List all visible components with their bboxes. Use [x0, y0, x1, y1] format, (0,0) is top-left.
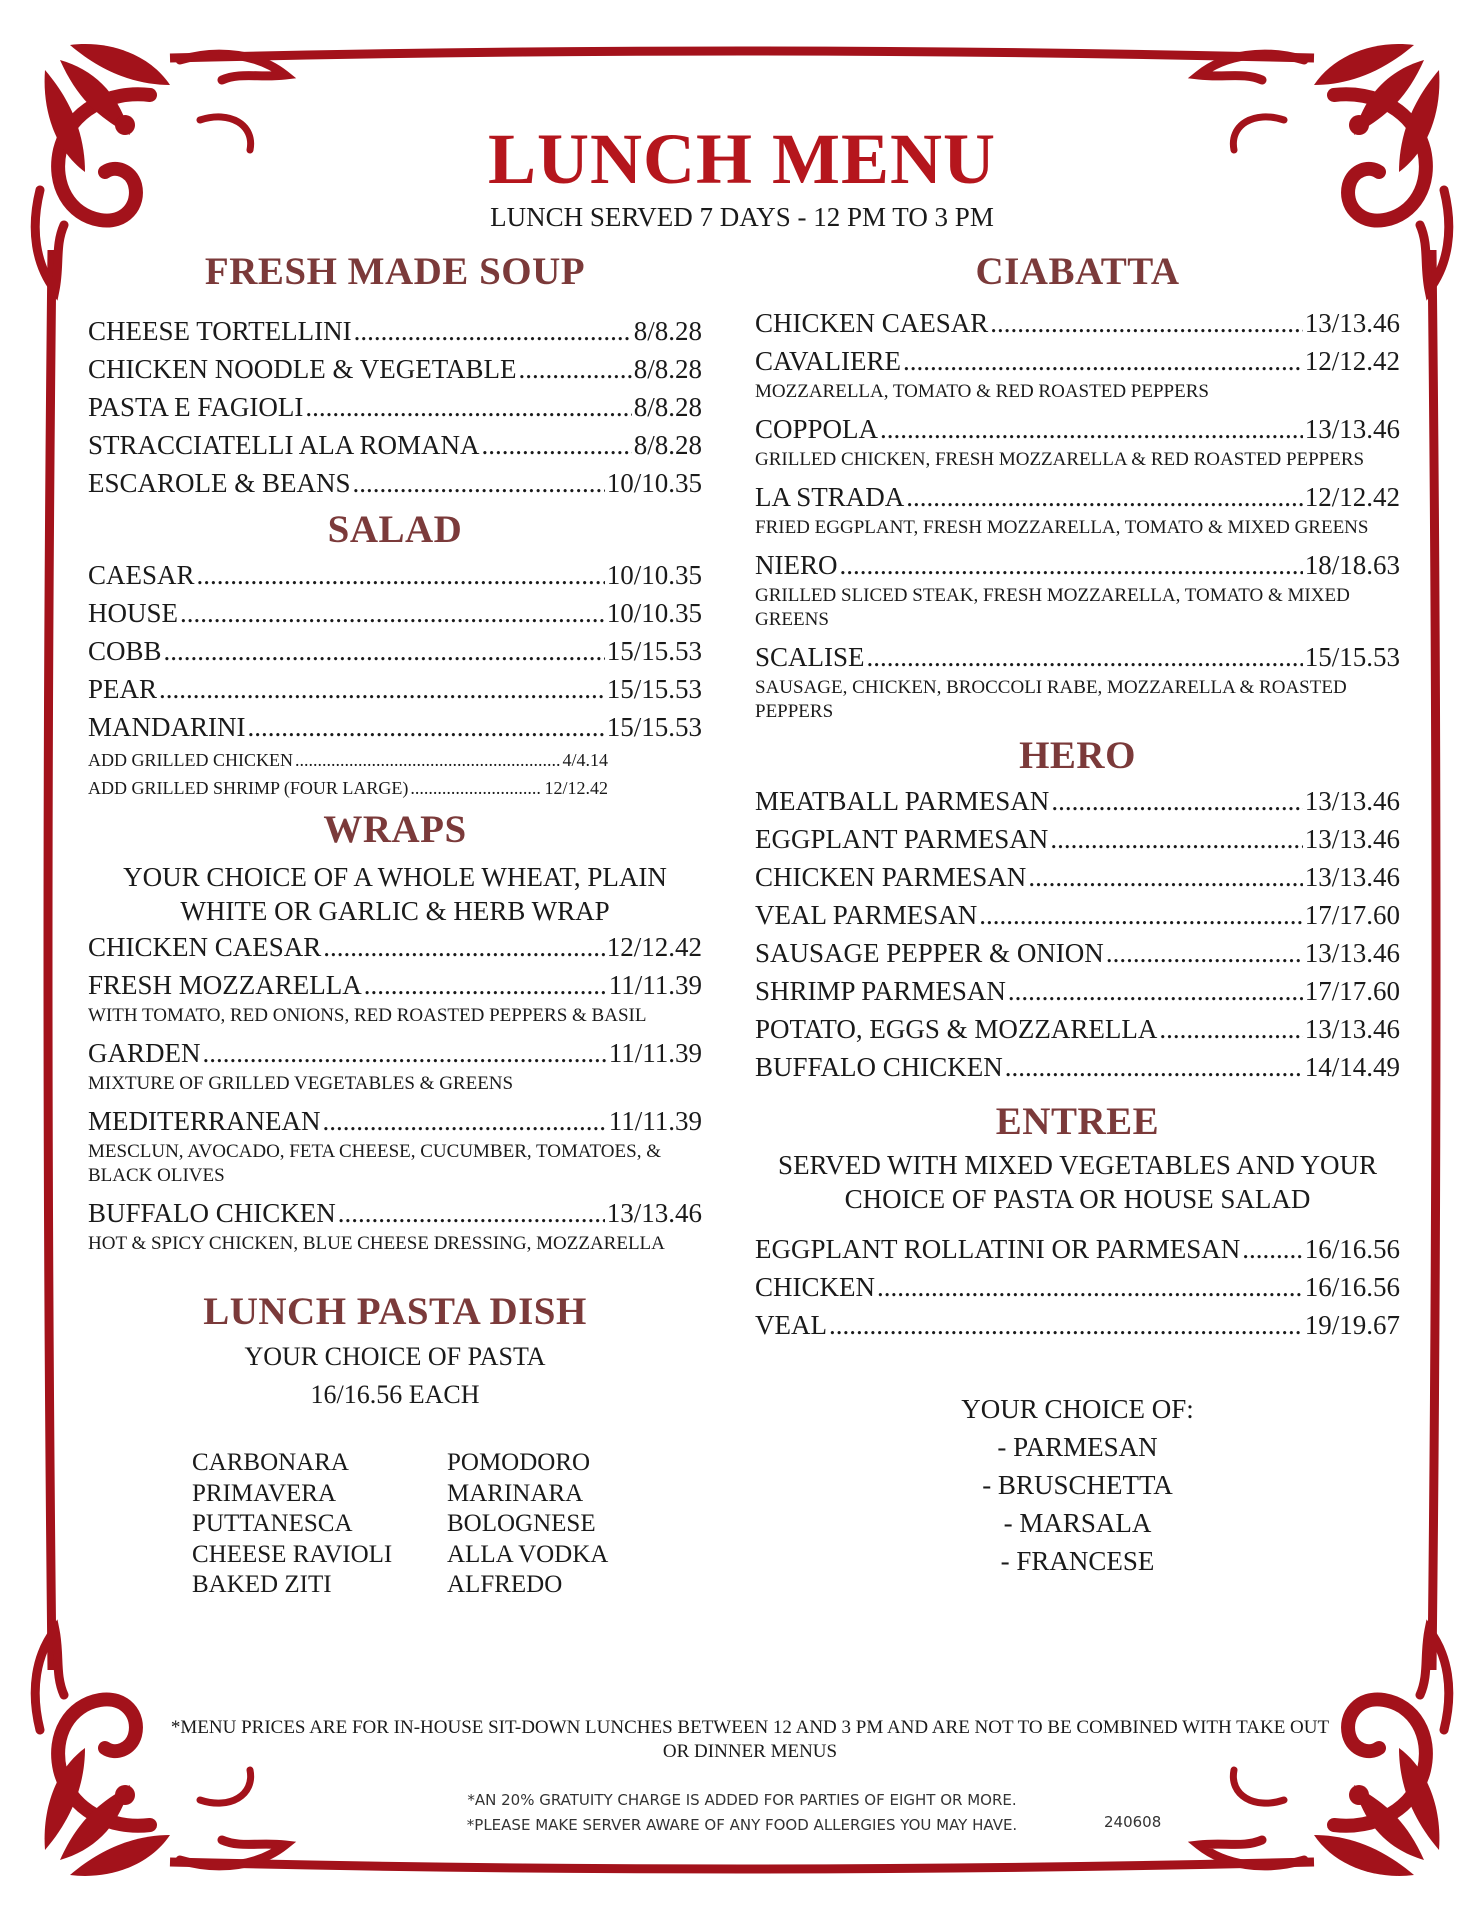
menu-item-price: 11/11.39: [608, 970, 702, 1000]
dot-leader: [1106, 934, 1303, 972]
menu-item-description: GRILLED SLICED STEAK, FRESH MOZZARELLA, TOMATO & MIXED GREENS: [755, 585, 1350, 630]
menu-item-description: GRILLED CHICKEN, FRESH MOZZARELLA & RED ROASTED PEPPERS: [755, 449, 1365, 470]
dot-leader: [979, 896, 1302, 934]
menu-item: [88, 594, 702, 632]
pasta-list: [192, 1448, 702, 1601]
menu-item: [755, 972, 1400, 1010]
pasta-note-choice: YOUR CHOICE OF PASTA: [244, 1342, 546, 1371]
menu-item: [88, 464, 702, 502]
menu-item: [88, 708, 702, 746]
menu-item-price: 13/13.46: [606, 1198, 702, 1228]
menu-item-price: 10/10.35: [606, 560, 702, 590]
dot-leader: [164, 632, 605, 670]
dot-leader: [877, 1268, 1303, 1306]
menu-item-price: 14/14.49: [1304, 1052, 1400, 1082]
menu-item-name: CAESAR: [88, 560, 195, 590]
soup-items: [88, 312, 702, 502]
menu-item: [755, 304, 1400, 342]
menu-item-price: 13/13.46: [1304, 938, 1400, 968]
menu-item-name: CHICKEN PARMESAN: [755, 862, 1027, 892]
pasta-option: PRIMAVERA: [192, 1479, 337, 1507]
menu-item-description: MOZZARELLA, TOMATO & RED ROASTED PEPPERS: [755, 381, 1209, 402]
pasta-option: CARBONARA: [192, 1449, 349, 1476]
salad-addon: [88, 746, 608, 774]
pasta-option: CHEESE RAVIOLI: [192, 1540, 393, 1568]
menu-item-price: 11/11.39: [608, 1038, 702, 1068]
dot-leader: [295, 746, 561, 774]
menu-item-name: POTATO, EGGS & MOZZARELLA: [755, 1014, 1158, 1044]
menu-item-price: 15/15.53: [1304, 642, 1400, 672]
menu-item: [755, 1010, 1400, 1048]
menu-item: [88, 1194, 702, 1232]
menu-item-description: HOT & SPICY CHICKEN, BLUE CHEESE DRESSING, MOZZARELLA: [88, 1233, 665, 1254]
menu-item-price: 13/13.46: [1304, 862, 1400, 892]
entree-choices-title: YOUR CHOICE OF:: [961, 1394, 1194, 1424]
menu-item-description: WITH TOMATO, RED ONIONS, RED ROASTED PEPPERS & BASIL: [88, 1005, 647, 1026]
menu-item-price: 15/15.53: [606, 636, 702, 666]
menu-item: [88, 632, 702, 670]
wraps-items: [88, 928, 702, 1256]
menu-item-price: 15/15.53: [606, 674, 702, 704]
dot-leader: [1050, 820, 1302, 858]
menu-item-price: 13/13.46: [1304, 824, 1400, 854]
menu-item: [88, 670, 702, 708]
menu-item: [755, 896, 1400, 934]
menu-item-price: 4/4.14: [562, 750, 608, 770]
pasta-option: MARINARA: [447, 1479, 584, 1507]
menu-item: [755, 820, 1400, 858]
dot-leader: [203, 1034, 607, 1072]
dot-leader: [867, 638, 1303, 676]
ciabatta-items: [755, 304, 1400, 724]
dot-leader: [1242, 1230, 1302, 1268]
menu-item: [755, 1048, 1400, 1086]
menu-item: [755, 1306, 1400, 1344]
menu-item-price: 13/13.46: [1304, 308, 1400, 338]
entree-choice-list: [755, 1428, 1400, 1580]
dot-leader: [322, 1102, 606, 1140]
menu-item-name: HOUSE: [88, 598, 179, 628]
menu-item: [755, 1268, 1400, 1306]
dot-leader: [482, 426, 632, 464]
menu-item-name: SAUSAGE PEPPER & ONION: [755, 938, 1104, 968]
menu-item-name: CHICKEN: [755, 1272, 875, 1302]
menu-item-name: SCALISE: [755, 642, 865, 672]
menu-item-price: 12/12.42: [606, 932, 702, 962]
menu-item-price: 10/10.35: [606, 468, 702, 498]
dot-leader: [1005, 1048, 1303, 1086]
salad-addons: [88, 746, 608, 802]
menu-item-name: NIERO: [755, 550, 838, 580]
dot-leader: [410, 774, 542, 802]
menu-item-name: BUFFALO CHICKEN: [88, 1198, 336, 1228]
menu-item-name: EGGPLANT PARMESAN: [755, 824, 1049, 854]
menu-item-price: 13/13.46: [1304, 414, 1400, 444]
left-column: [88, 246, 702, 1601]
menu-item-price: 19/19.67: [1304, 1310, 1400, 1340]
section-title-pasta: LUNCH PASTA DISH: [203, 1290, 587, 1333]
menu-item: [755, 478, 1400, 516]
footer-gratuity: *AN 20% GRATUITY CHARGE IS ADDED FOR PARTIES OF EIGHT OR MORE.: [467, 1791, 1017, 1809]
entree-choice: - FRANCESE: [1000, 1546, 1155, 1576]
dot-leader: [338, 1194, 605, 1232]
pasta-option: BOLOGNESE: [447, 1510, 596, 1537]
menu-item-description: SAUSAGE, CHICKEN, BROCCOLI RABE, MOZZARELLA & ROASTED PEPPERS: [755, 677, 1347, 722]
menu-item-name: PEAR: [88, 674, 158, 704]
menu-item-price: 12/12.42: [544, 778, 608, 798]
pasta-option: PUTTANESCA: [192, 1510, 353, 1537]
menu-item-price: 12/12.42: [1304, 346, 1400, 376]
dot-leader: [829, 1306, 1303, 1344]
menu-item-price: 10/10.35: [606, 598, 702, 628]
menu-item-price: 16/16.56: [1304, 1272, 1400, 1302]
dot-leader: [248, 708, 605, 746]
menu-item-name: GARDEN: [88, 1038, 201, 1068]
menu-item: [88, 426, 702, 464]
entree-section: [755, 1096, 1400, 1580]
menu-item-price: 13/13.46: [1304, 1014, 1400, 1044]
menu-item: [88, 928, 702, 966]
section-title-entree: ENTREE: [995, 1100, 1160, 1143]
dot-leader: [880, 410, 1303, 448]
footer-disclaimer: *MENU PRICES ARE FOR IN-HOUSE SIT-DOWN LUNCHES BETWEEN 12 AND 3 PM AND ARE NOT TO BE COMBINED WITH TAKE OUT OR DINNER MENUS: [170, 1717, 1330, 1762]
menu-item-name: CHEESE TORTELLINI: [88, 316, 352, 346]
menu-item-name: SHRIMP PARMESAN: [755, 976, 1006, 1006]
menu-item-name: STRACCIATELLI ALA ROMANA: [88, 430, 480, 460]
entree-choice: - BRUSCHETTA: [982, 1470, 1173, 1500]
entree-choices: [755, 1390, 1400, 1580]
footer-notices: [0, 1788, 1484, 1838]
page-title: LUNCH MENU: [488, 119, 996, 199]
menu-item-name: ESCAROLE & BEANS: [88, 468, 351, 498]
section-title-ciabatta: CIABATTA: [975, 250, 1180, 293]
dot-leader: [840, 546, 1303, 584]
menu-item-price: 13/13.46: [1304, 786, 1400, 816]
menu-item: [88, 388, 702, 426]
menu-item: [755, 858, 1400, 896]
page-subtitle: LUNCH SERVED 7 DAYS - 12 PM TO 3 PM: [490, 202, 994, 232]
footer-allergy: *PLEASE MAKE SERVER AWARE OF ANY FOOD ALLERGIES YOU MAY HAVE.: [466, 1816, 1018, 1834]
hero-section: [755, 730, 1400, 1086]
menu-item: [755, 638, 1400, 676]
menu-item: [88, 1102, 702, 1140]
salad-addon: [88, 774, 608, 802]
menu-item: [755, 934, 1400, 972]
pasta-option: BAKED ZITI: [192, 1571, 332, 1598]
dot-leader: [159, 670, 605, 708]
menu-item-name: EGGPLANT ROLLATINI OR PARMESAN: [755, 1234, 1241, 1264]
section-title-wraps: WRAPS: [323, 808, 467, 851]
menu-item-name: VEAL PARMESAN: [755, 900, 978, 930]
menu-item-name: MANDARINI: [88, 712, 246, 742]
dot-leader: [364, 966, 607, 1004]
menu-item-name: FRESH MOZZARELLA: [88, 970, 362, 1000]
salad-items: [88, 556, 702, 746]
menu-item: [755, 782, 1400, 820]
section-title-salad: SALAD: [327, 508, 463, 551]
section-title-soup: FRESH MADE SOUP: [204, 250, 586, 293]
wraps-note: YOUR CHOICE OF A WHOLE WHEAT, PLAIN WHITE OR GARLIC & HERB WRAP: [123, 862, 667, 926]
entree-choice: - MARSALA: [1003, 1508, 1152, 1538]
menu-item: [88, 556, 702, 594]
menu-item-description: MIXTURE OF GRILLED VEGETABLES & GREENS: [88, 1073, 514, 1094]
menu-item-price: 17/17.60: [1304, 976, 1400, 1006]
dot-leader: [323, 928, 604, 966]
menu-item-name: MEATBALL PARMESAN: [755, 786, 1050, 816]
menu-item-price: 18/18.63: [1304, 550, 1400, 580]
dot-leader: [903, 342, 1303, 380]
wraps-section: [88, 804, 702, 1256]
menu-item: [88, 350, 702, 388]
menu-item-price: 17/17.60: [1304, 900, 1400, 930]
menu-item-price: 8/8.28: [633, 430, 702, 460]
dot-leader: [305, 388, 631, 426]
pasta-list-col-2: [447, 1448, 702, 1601]
entree-items: [755, 1230, 1400, 1344]
dot-leader: [180, 594, 605, 632]
menu-item-price: 16/16.56: [1304, 1234, 1400, 1264]
menu-item: [755, 342, 1400, 380]
dot-leader: [1051, 782, 1302, 820]
dot-leader: [519, 350, 632, 388]
dot-leader: [990, 304, 1302, 342]
menu-item-price: 12/12.42: [1304, 482, 1400, 512]
dot-leader: [354, 312, 632, 350]
salad-section: [88, 504, 702, 802]
menu-item-price: 11/11.39: [608, 1106, 702, 1136]
menu-item-description: FRIED EGGPLANT, FRESH MOZZARELLA, TOMATO & MIXED GREENS: [755, 517, 1369, 538]
pasta-option: ALLA VODKA: [447, 1540, 609, 1568]
menu-item-price: 8/8.28: [633, 392, 702, 422]
pasta-section: [88, 1286, 702, 1601]
menu-item: [755, 410, 1400, 448]
menu-code: 240608: [1104, 1813, 1162, 1831]
menu-item-name: LA STRADA: [755, 482, 905, 512]
pasta-option: ALFREDO: [447, 1571, 563, 1598]
menu-item-name: CHICKEN NOODLE & VEGETABLE: [88, 354, 517, 384]
dot-leader: [1028, 858, 1302, 896]
pasta-list-col-1: [192, 1448, 447, 1601]
menu-item-price: 8/8.28: [633, 354, 702, 384]
menu-item-name: MEDITERRANEAN: [88, 1106, 321, 1136]
menu-item: [88, 966, 702, 1004]
dot-leader: [906, 478, 1302, 516]
menu-item-price: 15/15.53: [606, 712, 702, 742]
pasta-note-price: 16/16.56 EACH: [310, 1380, 480, 1409]
dot-leader: [197, 556, 605, 594]
menu-item-name: CAVALIERE: [755, 346, 902, 376]
menu-item-name: ADD GRILLED SHRIMP (FOUR LARGE): [88, 778, 409, 798]
ciabatta-section: [755, 246, 1400, 724]
menu-item-price: 8/8.28: [633, 316, 702, 346]
dot-leader: [1008, 972, 1303, 1010]
right-column: [755, 246, 1400, 1580]
menu-item: [88, 1034, 702, 1072]
menu-item: [88, 312, 702, 350]
dot-leader: [353, 464, 605, 502]
soup-section: [88, 246, 702, 502]
menu-item-name: BUFFALO CHICKEN: [755, 1052, 1003, 1082]
menu-item-name: ADD GRILLED CHICKEN: [88, 750, 293, 770]
menu-item: [755, 546, 1400, 584]
menu-item-name: CHICKEN CAESAR: [755, 308, 989, 338]
entree-note: SERVED WITH MIXED VEGETABLES AND YOUR CHOICE OF PASTA OR HOUSE SALAD: [778, 1150, 1377, 1214]
entree-choice: - PARMESAN: [997, 1432, 1158, 1462]
menu-item-name: VEAL: [755, 1310, 827, 1340]
pasta-option: POMODORO: [447, 1449, 591, 1476]
menu-item-name: COPPOLA: [755, 414, 879, 444]
menu-item-description: MESCLUN, AVOCADO, FETA CHEESE, CUCUMBER, TOMATOES, & BLACK OLIVES: [88, 1141, 661, 1186]
menu-item: [755, 1230, 1400, 1268]
menu-item-name: CHICKEN CAESAR: [88, 932, 322, 962]
menu-item-name: COBB: [88, 636, 162, 666]
dot-leader: [1159, 1010, 1302, 1048]
menu-item-name: PASTA E FAGIOLI: [88, 392, 304, 422]
hero-items: [755, 782, 1400, 1086]
section-title-hero: HERO: [1019, 734, 1136, 777]
